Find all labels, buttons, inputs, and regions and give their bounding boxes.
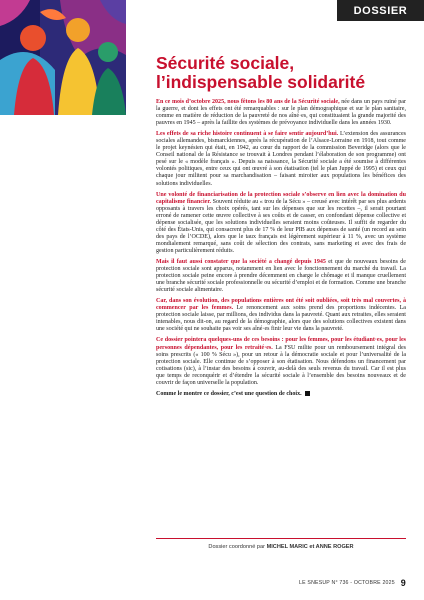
paragraph-lead: En ce mois d’octobre 2025, nous fêtons les 80 ans de la Sécurité sociale, <box>156 99 340 105</box>
closing-text: Comme le montre ce dossier, c’est une question de choix. <box>156 390 302 397</box>
paragraph-1 <box>156 99 406 127</box>
paragraph-6 <box>156 337 406 386</box>
credit-prefix: Dossier coordonné par <box>208 544 267 550</box>
paragraph-text: Le renoncement aux soins prend des proportions indécentes. La protection sociale laisse, par millions, des individus dans la pauvreté. Quant aux retraites, elles seraient intenables, nous dit-on, au regard de la démographie, alors que des solutions collectives existent dans une société qui ne souhaite pas voir ses aîné·es finir leur vie dans la pauvreté. <box>156 305 406 333</box>
paragraph-4 <box>156 259 406 294</box>
paragraph-lead: Car, dans son évolution, des populations entières ont été soit oubliées, soit très mal couvertes, à commencer par les femmes. <box>156 298 406 312</box>
paragraph-lead: Les effets de sa riche histoire continuent à se faire sentir aujourd’hui. <box>156 131 339 138</box>
paragraph-lead: Mais il faut aussi constater que la société a changé depuis 1945 <box>156 258 326 265</box>
article-title <box>156 54 406 92</box>
dossier-credit <box>156 544 406 550</box>
closing-paragraph <box>156 391 406 398</box>
paragraph-text: née dans un pays ruiné par la guerre, et dont les effets ont été remarquables : sur le plan démographique et sur le plan sanitaire, comme en matière de réduction de la pauvreté de nos aîné·es, qui constituaient la grande majorité des pauvres en 1945 – après la faillite des systèmes de prévoyance individuelle dans les années 1930. <box>156 99 407 127</box>
paragraph-text: et que de nouveaux besoins de protection sociale sont apparus, notamment en lien avec le fonctionnement du marché du travail. La protection sociale peine encore à prendre décemment en charge le chômage et il manque cruellement une branche sécurité sociale professionnelle ou sécurité d’emploi et de formation. Comme une branche sécurité sociale alimentaire. <box>156 258 406 294</box>
publication-info: LE SNESUP N° 736 - OCTOBRE 2025 <box>299 580 395 586</box>
section-tab: DOSSIER <box>337 0 424 21</box>
credit-authors: MICHEL MARIC et ANNE ROGER <box>266 544 354 550</box>
paragraph-5 <box>156 298 406 333</box>
page-number: 9 <box>400 578 406 588</box>
paragraph-2 <box>156 131 406 187</box>
title-line-2: l’indispensable solidarité <box>156 72 366 92</box>
dossier-illustration <box>0 0 126 115</box>
page-footer <box>299 578 406 588</box>
credit-divider <box>156 538 406 539</box>
paragraph-3 <box>156 192 406 255</box>
paragraph-text: La FSU milite pour un remboursement intégral des soins prescrits (« 100 % Sécu »), pour un retour à la démocratie sociale et pour l’universalité de la protection sociale. Elle continue de s’opposer à son étatisation. Nous défendons un financement par cotisations (sic), à l’instar des besoins à couvrir, au-delà des seuls revenus du travail. Car il est plus que temps de reconquérir et d’étendre la sécurité sociale à l’ensemble des besoins nouveaux et de couvrir de façon universelle la population. <box>156 344 406 386</box>
paragraph-text: L’extension des assurances sociales allemandes, bismarckiennes, après la récupération de l’Alsace-Lorraine en 1918, tout comme le projet keynésien qui était, en 1942, au cœur du rapport de la commission Beveridge (alors que le Conseil national de la Résistance se trouvait à Londres pendant l’élaboration de son programme) ont pesé sur le « modèle français ». Depuis sa naissance, la Sécurité sociale a été soumise à différentes volontés politiques, entre ceux qui ont œuvré à son étatisation (tel le plan Juppé de 1995) et ceux qui chaque jour militent pour sa marchandisation – faisant miroiter aux populations les bénéfices des solutions individuelles. <box>156 131 407 187</box>
paragraph-lead: Ce dossier pointera quelques-uns de ces besoins : pour les femmes, pour les étudiant·es, pour les personnes dépendantes, pour les retraité·es. <box>156 337 406 351</box>
paragraph-lead: Une volonté de financiarisation de la protection sociale s’observe en lien avec la domination du capitalisme financier. <box>156 191 406 205</box>
end-mark-icon <box>305 391 310 396</box>
title-line-1: Sécurité sociale, <box>156 53 295 73</box>
article-body <box>156 99 406 402</box>
paragraph-text: Souvent réduite au « trou de la Sécu » – creusé avec intérêt par ses plus ardents opposants à travers les choix opérés, tant sur les dépenses que sur les recettes –, il serait pourtant erroné de ramener cette œuvre collective à ses coûts et de casser, en confondant dépense collective et dépense socialisée, que les solutions individuelles seraient moins coûteuses. Il suffit de regarder du côté des États-Unis, qui consacrent plus de 17 % de leur PIB aux dépenses de santé (un record au sein des pays de l’OCDE), alors que le taux français est légèrement supérieur à 11 %, avec un système mondialement remarqué, sans coût de sélection des contrats, sans marketing et avec des frais de gestion particulièrement réduits. <box>156 198 406 254</box>
